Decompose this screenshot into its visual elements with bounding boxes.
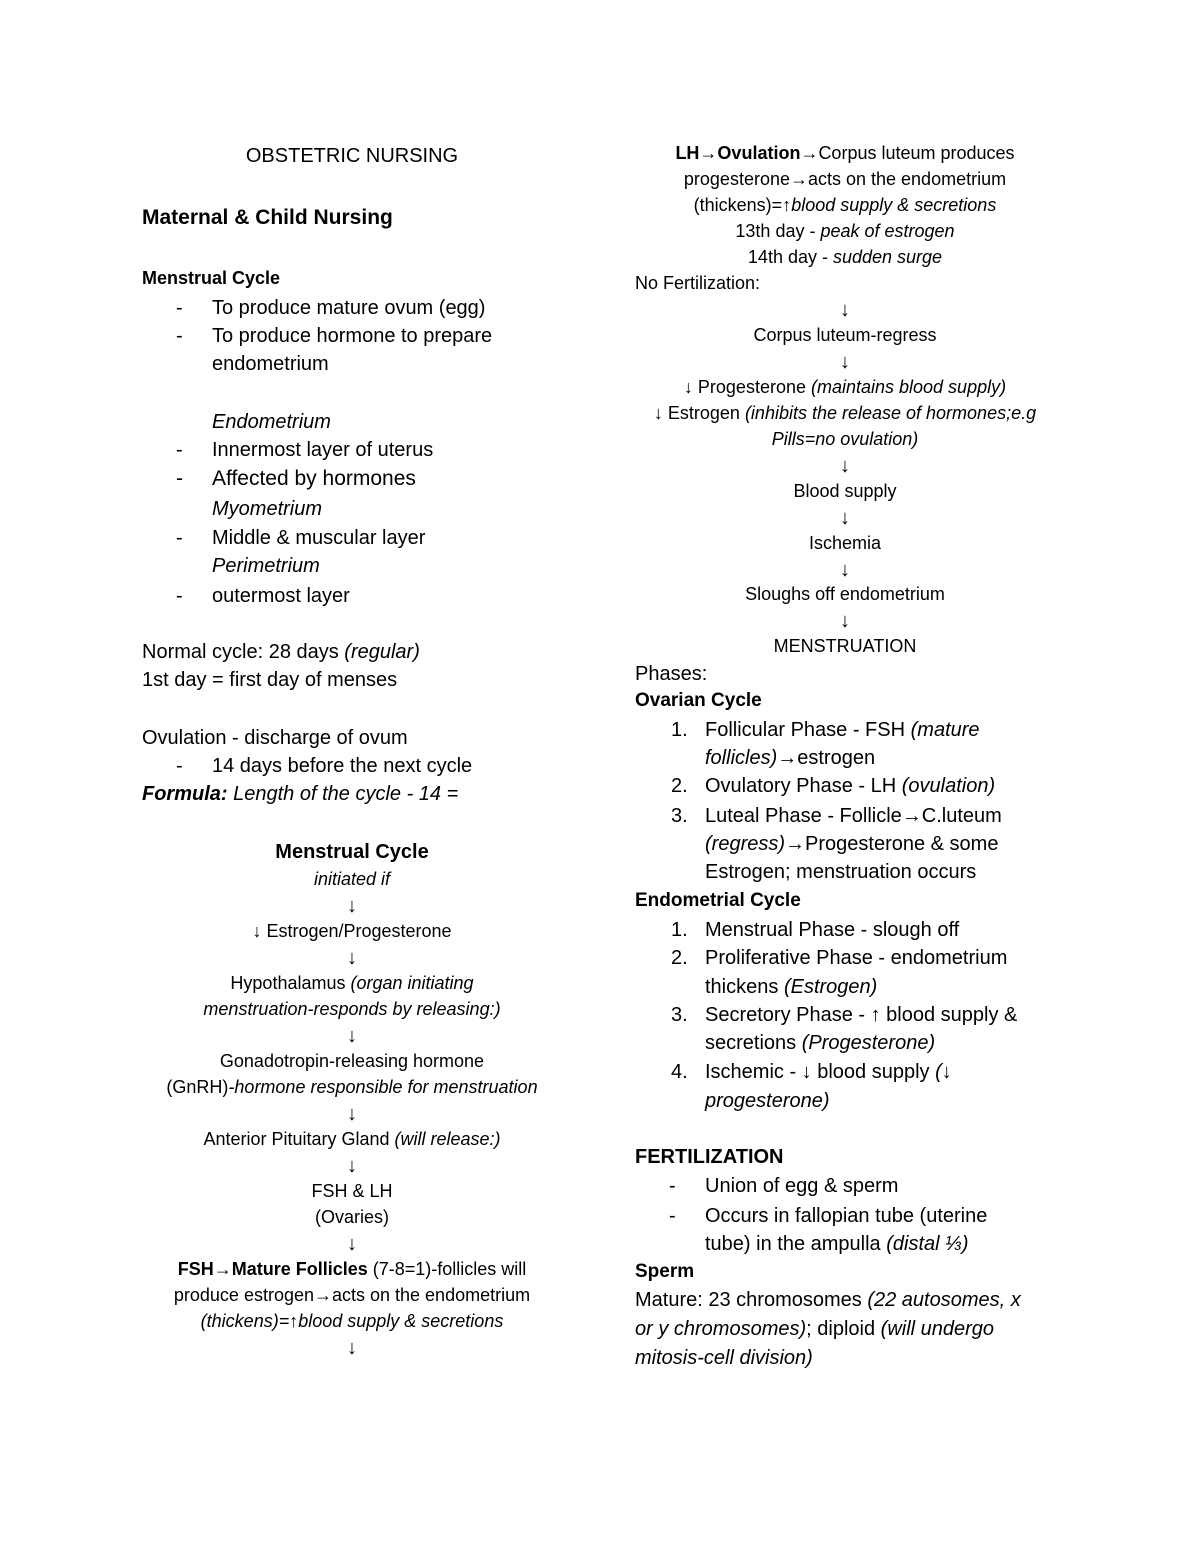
flowchart-ovaries: (Ovaries) — [314, 1207, 389, 1227]
section-heading-ovarian-cycle: Ovarian Cycle — [635, 690, 762, 711]
list-item-continuation: (regress)→Progesterone & some — [705, 833, 999, 855]
list-item: Union of egg & sperm — [705, 1175, 899, 1197]
list-item-continuation: Estrogen; menstruation occurs — [705, 861, 977, 883]
lh-line: LH→Ovulation→Corpus luteum produces — [675, 143, 1015, 163]
flowchart-estrogen: ↓ Estrogen/Progesterone — [252, 921, 452, 941]
formula-line: Formula: Length of the cycle - 14 = — [142, 783, 459, 805]
down-arrow-icon: ↓ — [840, 610, 850, 632]
first-day-line: 1st day = first day of menses — [142, 669, 398, 691]
down-arrow-icon: ↓ — [347, 1103, 357, 1125]
document-title: OBSTETRIC NURSING — [245, 145, 459, 167]
list-item-continuation: follicles)→estrogen — [705, 747, 876, 769]
flow-estrogen: ↓ Estrogen (inhibits the release of hormones;e.g — [653, 403, 1037, 423]
flow-sloughs: Sloughs off endometrium — [745, 584, 945, 604]
down-arrow-icon: ↓ — [840, 351, 850, 373]
list-item: Occurs in fallopian tube (uterine — [705, 1205, 988, 1227]
day13-line: 13th day - peak of estrogen — [735, 221, 955, 241]
down-arrow-icon: ↓ — [347, 1337, 357, 1359]
lh-line2: progesterone→acts on the endometrium — [683, 169, 1007, 189]
down-arrow-icon: ↓ — [840, 299, 850, 321]
down-arrow-icon: ↓ — [347, 1233, 357, 1255]
list-item: outermost layer — [212, 585, 350, 607]
list-item: 1. Follicular Phase - FSH (mature — [671, 719, 980, 741]
list-item-continuation: thickens (Estrogen) — [705, 976, 878, 998]
flowchart-fsh-lh: FSH & LH — [311, 1181, 393, 1201]
flowchart-initiated: initiated if — [313, 869, 391, 889]
down-arrow-icon: ↓ — [840, 507, 850, 529]
sperm-line3: mitosis-cell division) — [635, 1347, 813, 1369]
flowchart-hypothalamus: Hypothalamus (organ initiating — [230, 973, 474, 993]
section-heading-sperm: Sperm — [635, 1261, 695, 1282]
term-myometrium: Myometrium — [212, 498, 323, 520]
flow-menstruation: MENSTRUATION — [773, 636, 917, 656]
list-item: 14 days before the next cycle — [212, 755, 473, 777]
sperm-line1: Mature: 23 chromosomes (22 autosomes, x — [635, 1289, 1021, 1311]
flowchart-title: Menstrual Cycle — [275, 841, 429, 863]
down-arrow-icon: ↓ — [347, 947, 357, 969]
subtitle: Maternal & Child Nursing — [142, 206, 393, 229]
day14-line: 14th day - sudden surge — [747, 247, 943, 267]
term-perimetrium: Perimetrium — [212, 555, 320, 577]
down-arrow-icon: ↓ — [347, 895, 357, 917]
lh-line3: (thickens)=↑blood supply & secretions — [693, 195, 997, 215]
list-item: 1. Menstrual Phase - slough off — [671, 919, 960, 941]
section-heading-menstrual-cycle: Menstrual Cycle — [142, 268, 281, 288]
term-endometrium: Endometrium — [212, 411, 331, 433]
normal-cycle-line: Normal cycle: 28 days (regular) — [142, 641, 420, 663]
list-item: 2. Proliferative Phase - endometrium — [671, 947, 1008, 969]
down-arrow-icon: ↓ — [347, 1025, 357, 1047]
flowchart-hypothalamus-note: menstruation-responds by releasing:) — [203, 999, 501, 1019]
list-item: Affected by hormones — [212, 467, 416, 490]
flow-corpus-luteum: Corpus luteum-regress — [753, 325, 937, 345]
flowchart-pituitary: Anterior Pituitary Gland (will release:) — [203, 1129, 501, 1149]
down-arrow-icon: ↓ — [840, 455, 850, 477]
list-item: 2. Ovulatory Phase - LH (ovulation) — [671, 775, 996, 797]
list-item: Middle & muscular layer — [212, 527, 426, 549]
no-fertilization-label: No Fertilization: — [635, 273, 761, 293]
list-item-continuation: endometrium — [212, 353, 329, 375]
flow-progesterone: ↓ Progesterone (maintains blood supply) — [683, 377, 1007, 397]
flowchart-gnrh-note: (GnRH)-hormone responsible for menstruation — [166, 1077, 538, 1097]
phases-label: Phases: — [635, 663, 708, 685]
list-item-continuation: secretions (Progesterone) — [705, 1032, 936, 1054]
flowchart-fsh-line2: produce estrogen→acts on the endometrium — [173, 1285, 531, 1305]
flow-blood-supply: Blood supply — [793, 481, 897, 501]
flowchart-gnrh: Gonadotropin-releasing hormone — [219, 1051, 485, 1071]
list-item: To produce mature ovum (egg) — [212, 297, 486, 319]
list-item: 4. Ischemic - ↓ blood supply (↓ — [671, 1061, 952, 1083]
flowchart-fsh-line3: (thickens)=↑blood supply & secretions — [200, 1311, 504, 1331]
list-item-continuation: tube) in the ampulla (distal ⅓) — [705, 1233, 969, 1255]
list-item: 3. Secretory Phase - ↑ blood supply & — [671, 1004, 1018, 1026]
ovulation-line: Ovulation - discharge of ovum — [142, 727, 408, 749]
down-arrow-icon: ↓ — [840, 559, 850, 581]
section-heading-endometrial-cycle: Endometrial Cycle — [635, 890, 801, 911]
sperm-line2: or y chromosomes); diploid (will undergo — [635, 1318, 995, 1340]
flow-ischemia: Ischemia — [808, 533, 882, 553]
down-arrow-icon: ↓ — [347, 1155, 357, 1177]
list-item: 3. Luteal Phase - Follicle→C.luteum — [671, 805, 1002, 827]
section-heading-fertilization: FERTILIZATION — [635, 1146, 784, 1168]
list-item: To produce hormone to prepare — [212, 325, 493, 347]
list-item: Innermost layer of uterus — [212, 439, 434, 461]
flow-estrogen-note: Pills=no ovulation) — [771, 429, 919, 449]
list-item-continuation: progesterone) — [705, 1090, 830, 1112]
flowchart-fsh: FSH→Mature Follicles (7-8=1)-follicles will — [177, 1259, 527, 1279]
